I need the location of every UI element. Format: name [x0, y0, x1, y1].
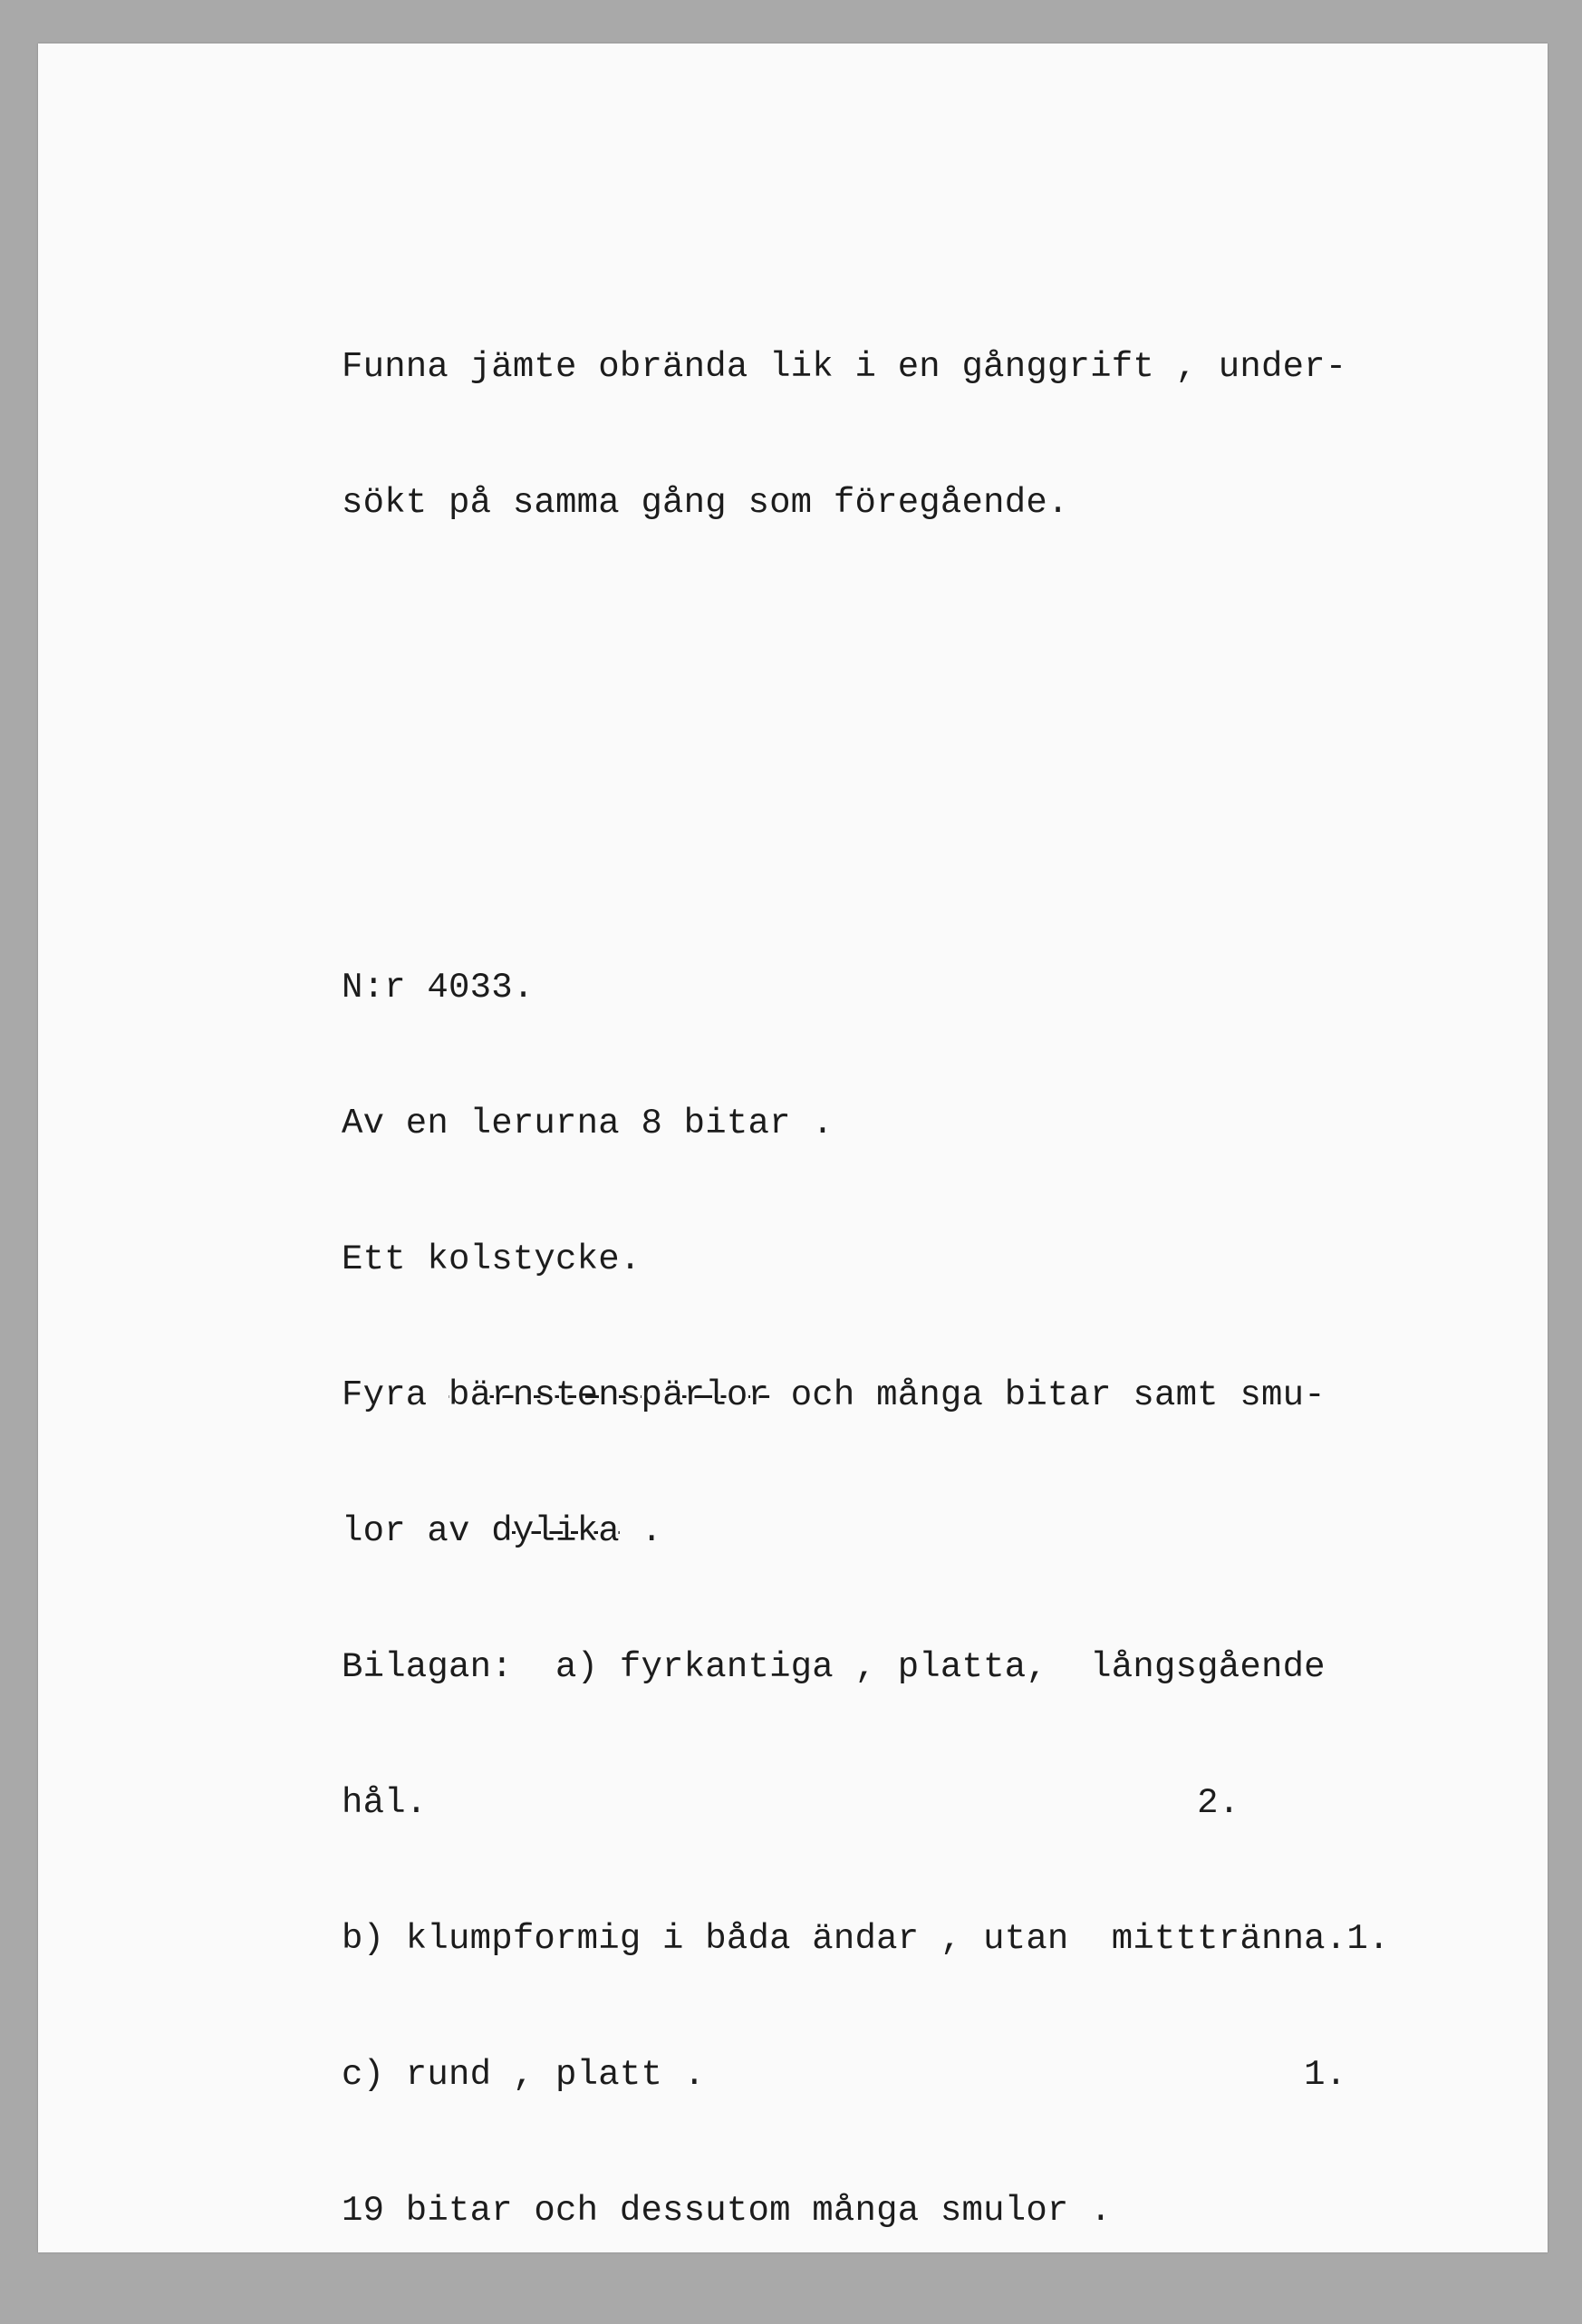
- entry-line-pieces: 19 bitar och dessutom många smulor .: [342, 2191, 1112, 2231]
- entry-line-charcoal: Ett kolstycke.: [342, 1239, 641, 1279]
- intro-line-1: Funna jämte obrända lik i en gånggrift , under-: [342, 347, 1347, 387]
- entry-line-appendix-c: c) rund , platt . 1.: [342, 2055, 1347, 2095]
- intro-line-2: sökt på samma gång som föregående.: [342, 483, 1069, 523]
- catalog-entry: [342, 874, 1390, 2324]
- entry-line-similar: [342, 1509, 1390, 1554]
- entry-line-hole: hål. 2.: [342, 1783, 1240, 1823]
- entry-line-urn: Av en lerurna 8 bitar .: [342, 1104, 834, 1143]
- similar-suffix: .: [619, 1511, 663, 1551]
- entry-line-beads: [342, 1373, 1390, 1418]
- entry-line-appendix-b: b) klumpformig i båda ändar , utan mitttränna.1.: [342, 1919, 1390, 1959]
- beads-suffix: och många bitar samt smu-: [769, 1375, 1326, 1415]
- similar-prefix: lor av: [342, 1511, 492, 1551]
- intro-text: [342, 254, 1346, 616]
- similar-underlined: dylika: [491, 1511, 620, 1551]
- entry-line-appendix-a: Bilagan: a) fyrkantiga , platta, långsgående: [342, 1647, 1326, 1687]
- paper-sheet: [38, 43, 1548, 2252]
- beads-underlined: bärnstenspärlor: [449, 1375, 770, 1415]
- entry-number: N:r 4033.: [342, 968, 535, 1008]
- beads-prefix: Fyra: [342, 1375, 449, 1415]
